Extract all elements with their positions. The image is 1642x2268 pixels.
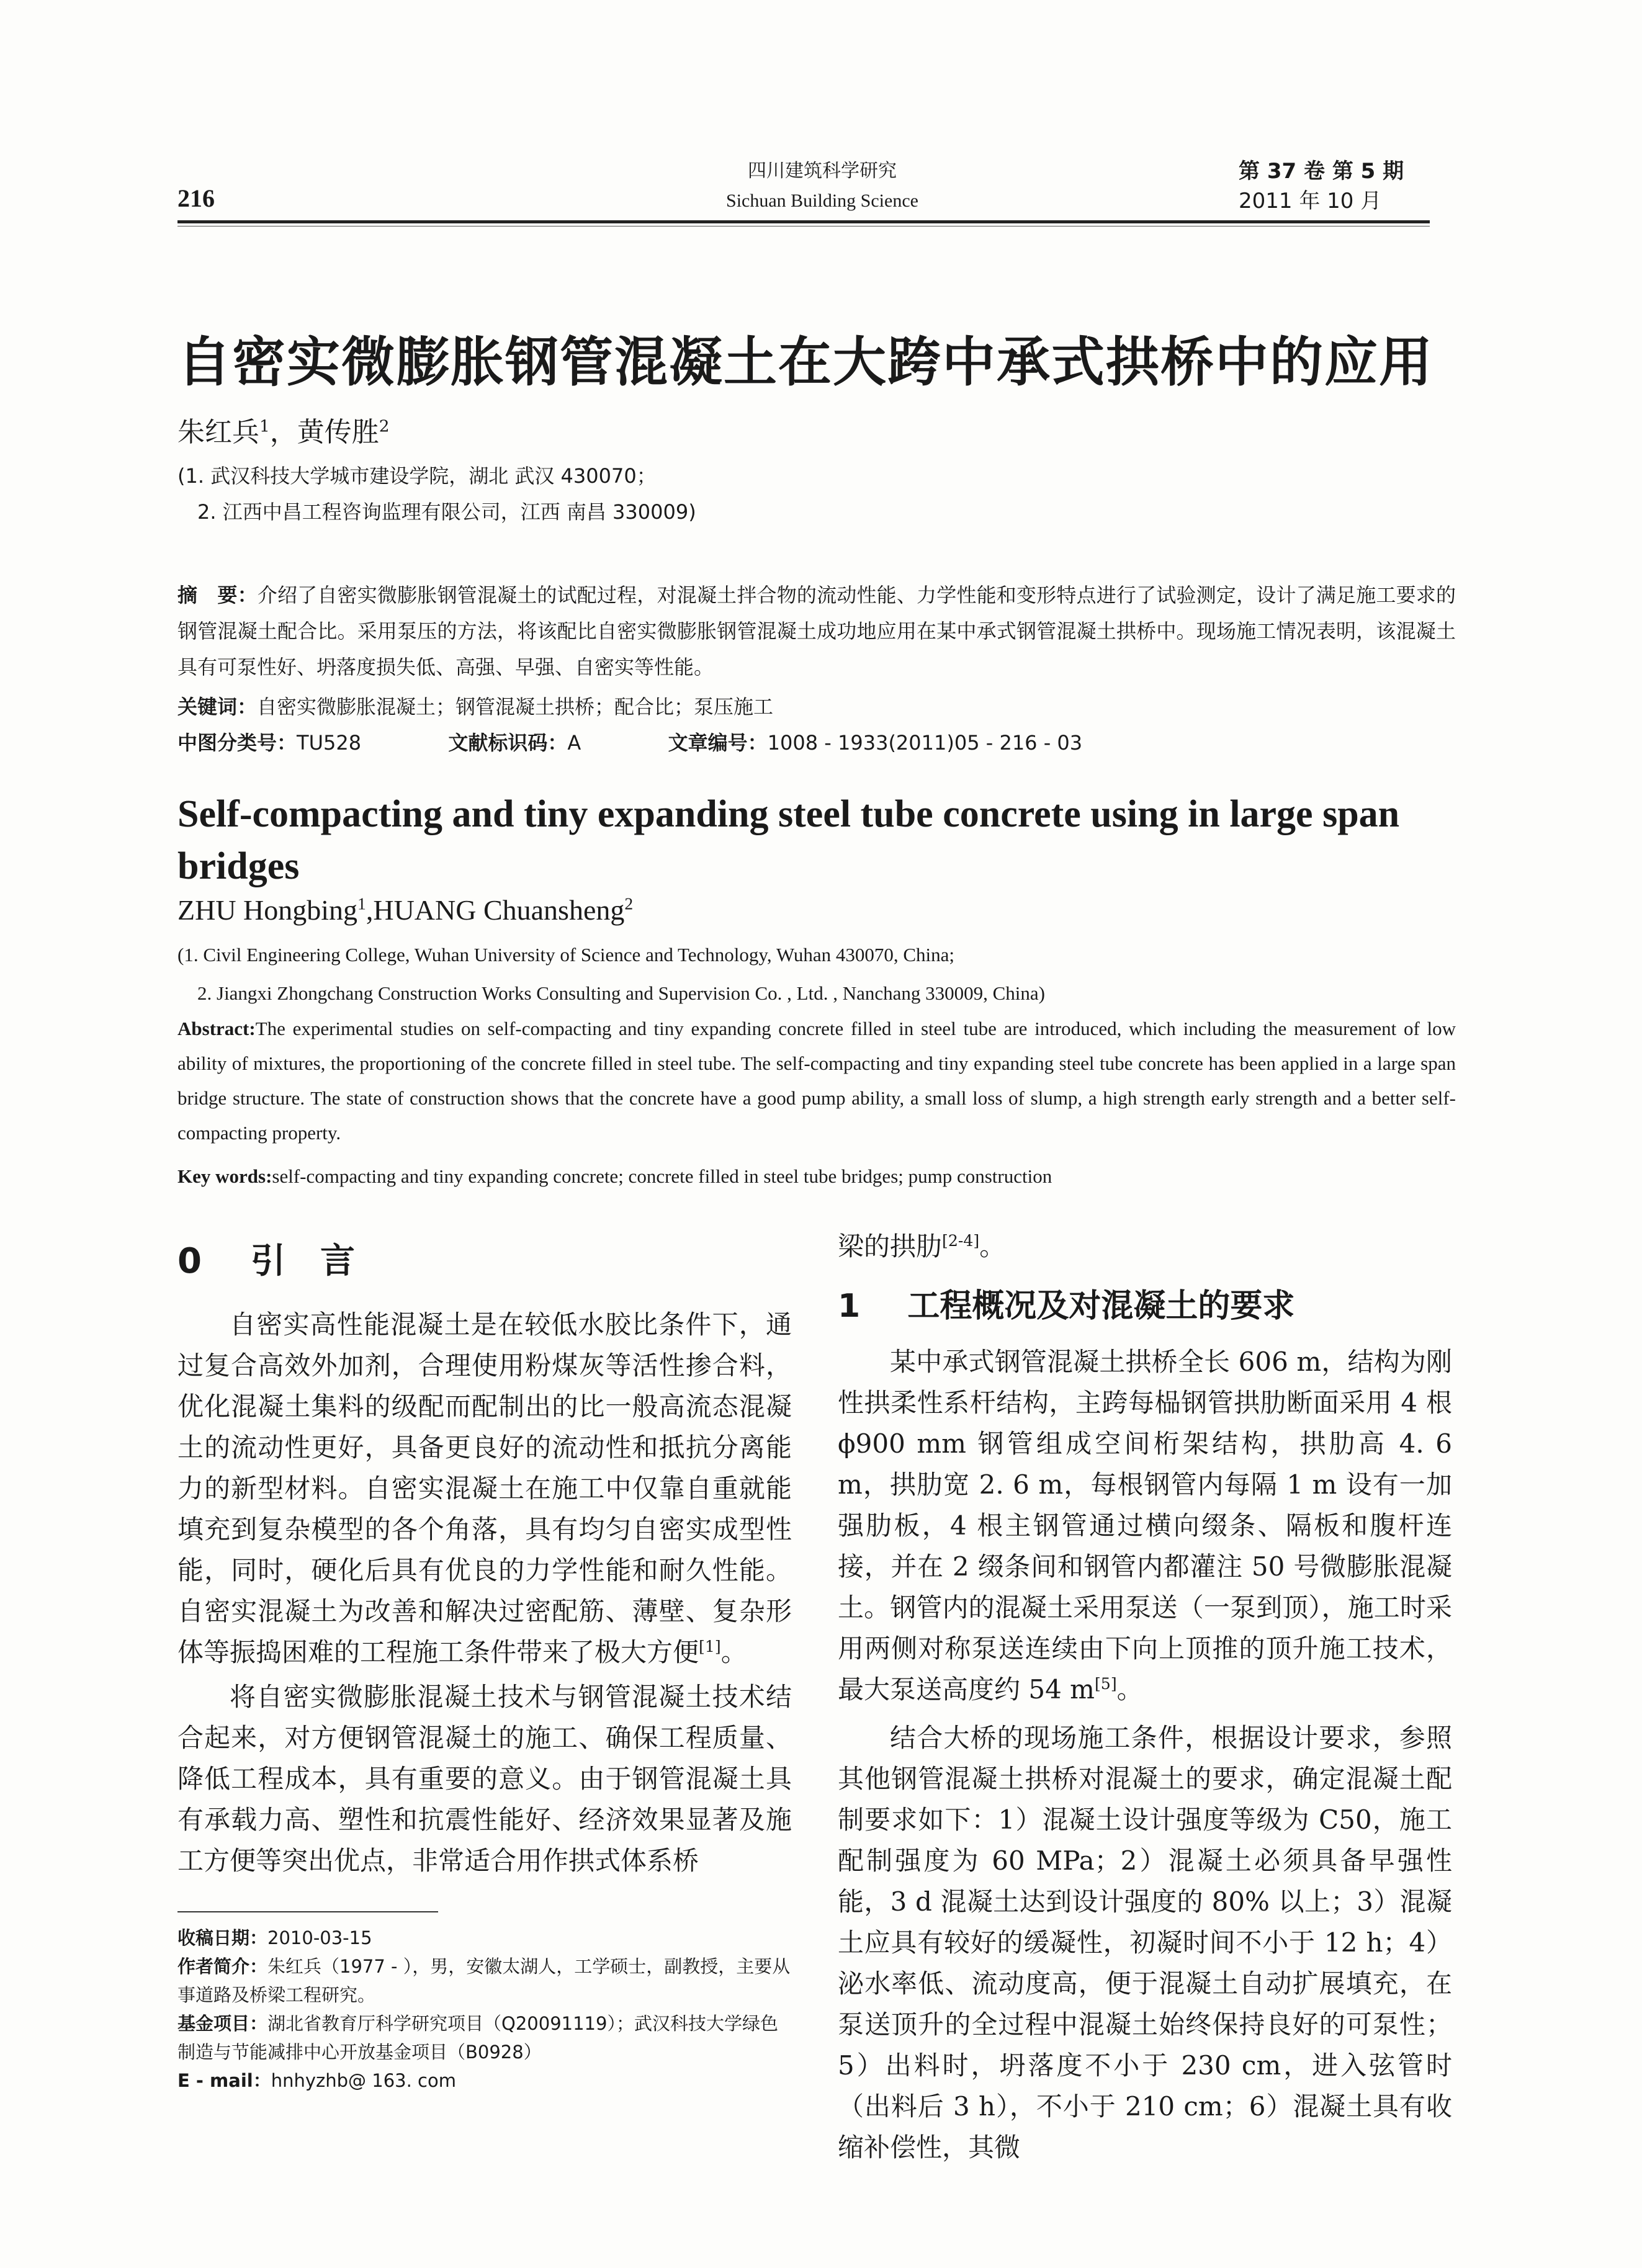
en-keywords — [177, 1159, 1456, 1194]
issue-date: 2011 年 10 月 — [1239, 189, 1382, 213]
cn-abstract — [177, 577, 1456, 685]
footnotes — [177, 1924, 792, 2095]
section-0-paragraph-1-end: 。 — [720, 1637, 747, 1667]
cn-abstract-text: 介绍了自密实微膨胀钢管混凝土的试配过程，对混凝土拌合物的流动性能、力学性能和变形特点进行了试验测定，设计了满足施工要求的钢管混凝土配合比。采用泵压的方法，将该配比自密实微膨胀钢管混凝土成功地应用在某中承式钢管混凝土拱桥中。现场施工情况表明，该混凝土具有可泵性好、坍落度损失低、高强、早强、自密实等性能。 — [177, 583, 1456, 679]
section-1-paragraph-1-end: 。 — [1116, 1674, 1143, 1705]
en-affiliation-2: 2. Jiangxi Zhongchang Construction Works Consulting and Supervision Co. , Ltd. , Nanchang 330009, China) — [197, 982, 1045, 1004]
body-column-left — [177, 1241, 792, 1881]
cn-author-1-sup: 1 — [259, 416, 270, 436]
cn-author-sep: ， — [269, 416, 297, 448]
cn-keywords-label: 关键词： — [177, 695, 258, 719]
body-column-right — [838, 1226, 1452, 2168]
en-abstract-label: Abstract: — [177, 1018, 256, 1039]
journal-name-cn: 四川建筑科学研究 — [748, 160, 897, 182]
clc-value: TU528 — [297, 731, 362, 755]
article-number-value: 1008 - 1933(2011)05 - 216 - 03 — [767, 731, 1083, 755]
email-address: hnhyzhb@ 163. com — [271, 2070, 456, 2091]
cn-classification-line — [177, 725, 1456, 761]
section-0-paragraph-1 — [177, 1304, 792, 1673]
volume-issue: 第 37 卷 第 5 期 — [1239, 159, 1404, 184]
cn-keywords-text: 自密实微膨胀混凝土；钢管混凝土拱桥；配合比；泵压施工 — [257, 695, 774, 719]
cn-author-1: 朱红兵 — [177, 416, 259, 448]
received-date: 2010-03-15 — [267, 1927, 372, 1948]
section-1-paragraph-1-text: 某中承式钢管混凝土拱桥全长 606 m，结构为刚性拱柔性系杆结构，主跨每榀钢管拱肋断面采用 4 根 ϕ900 mm 钢管组成空间桁架结构，拱肋高 4. 6 m，拱肋宽 2. 6 m，每根钢管内每隔 1 m 设有一加强肋板，4 根主钢管通过横向缀条、隔板和腹杆连接，并在 2 缀条间和钢管内都灌注 50 号微膨胀混凝土。钢管内的混凝土采用泵送（一泵到顶），施工时采用两侧对称泵送连续由下向上顶推的顶升施工技术，最大泵送高度约 54 m — [838, 1347, 1452, 1705]
en-abstract — [177, 1011, 1456, 1150]
en-author-sep: , — [366, 894, 374, 926]
doc-code-value: A — [567, 731, 581, 755]
en-author-2: HUANG Chuansheng — [373, 894, 625, 926]
section-0-paragraph-2-cont-text: 梁的拱肋 — [838, 1231, 943, 1262]
en-author-1: ZHU Hongbing — [177, 894, 358, 926]
section-1-heading — [838, 1286, 1452, 1327]
footnote-received — [177, 1924, 792, 1952]
section-0-paragraph-2-end: 。 — [979, 1231, 1006, 1262]
citation-5: [5] — [1094, 1675, 1117, 1693]
author-bio-label: 作者简介： — [177, 1956, 268, 1977]
section-1-paragraph-1 — [838, 1342, 1452, 1710]
page-number: 216 — [177, 184, 215, 212]
en-author-2-sup: 2 — [624, 894, 634, 913]
cn-abstract-label: 摘 要： — [177, 583, 258, 607]
section-1-number: 1 — [838, 1288, 861, 1325]
section-0-paragraph-2-continued — [838, 1226, 1452, 1267]
cn-affiliation-1: (1. 武汉科技大学城市建设学院，湖北 武汉 430070； — [177, 464, 657, 488]
cn-author-2-sup: 2 — [379, 416, 390, 436]
section-1-title: 工程概况及对混凝土的要求 — [907, 1288, 1295, 1325]
clc-label: 中图分类号： — [177, 731, 297, 755]
article-number-label: 文章编号： — [668, 731, 768, 755]
en-keywords-text: self-compacting and tiny expanding concrete; concrete filled in steel tube bridges; pump construction — [272, 1165, 1052, 1187]
en-abstract-text: The experimental studies on self-compacting and tiny expanding concrete filled in steel tube are introduced, which including the measurement of low ability of mixtures, the proportioning of the concrete filled in steel tube. The self-compacting and tiny expanding steel tube concrete has been applied in a large span bridge structure. The state of construction shows that the concrete have a good pump ability, a small loss of slump, a high strength early strength and a better self-compacting property. — [177, 1018, 1456, 1144]
issue-info — [1239, 156, 1404, 216]
en-keywords-label: Key words: — [177, 1165, 272, 1187]
en-authors — [177, 894, 633, 926]
section-0-heading — [177, 1241, 792, 1282]
cn-title: 自密实微膨胀钢管混凝土在大跨中承式拱桥中的应用 — [177, 331, 1433, 393]
section-0-paragraph-1-text: 自密实高性能混凝土是在较低水胶比条件下，通过复合高效外加剂，合理使用粉煤灰等活性掺合料，优化混凝土集料的级配而配制出的比一般高流态混凝土的流动性更好，具备更良好的流动性和抵抗分离能力的新型材料。自密实混凝土在施工中仅靠自重就能填充到复杂模型的各个角落，具有均匀自密实成型性能，同时，硬化后具有优良的力学性能和耐久性能。自密实混凝土为改善和解决过密配筋、薄壁、复杂形体等振捣困难的工程施工条件带来了极大方便 — [177, 1309, 792, 1667]
fund-label: 基金项目： — [177, 2013, 268, 2034]
cn-author-2: 黄传胜 — [297, 416, 379, 448]
journal-header — [621, 156, 1024, 216]
footnote-fund — [177, 2009, 792, 2066]
header-rule — [177, 220, 1430, 223]
doc-code-label: 文献标识码： — [448, 731, 568, 755]
en-author-1-sup: 1 — [357, 894, 366, 913]
author-bio: 朱红兵（1977 - ），男，安徽太湖人，工学硕士，副教授，主要从事道路及桥梁工程研究。 — [177, 1956, 791, 2006]
section-0-number: 0 — [177, 1241, 202, 1281]
citation-2-4: [2-4] — [942, 1232, 980, 1250]
cn-authors — [177, 410, 390, 449]
fund-text: 湖北省教育厅科学研究项目（Q20091119）；武汉科技大学绿色制造与节能减排中心开放基金项目（B0928） — [177, 2013, 778, 2063]
email-label: E - mail： — [177, 2070, 271, 2091]
section-1-paragraph-2: 结合大桥的现场施工条件，根据设计要求，参照其他钢管混凝土拱桥对混凝土的要求，确定混凝土配制要求如下：1）混凝土设计强度等级为 C50，施工配制强度为 60 MPa；2）混凝土必须具备早强性能，3 d 混凝土达到设计强度的 80% 以上；3）混凝土应具有较好的缓凝性，初凝时间不小于 12 h；4）泌水率低、流动度高，便于混凝土自动扩展填充，在泵送顶升的全过程中混凝土始终保持良好的可泵性；5）出料时，坍落度不小于 230 cm，进入弦管时（出料后 3 h），不小于 210 cm；6）混凝土具有收缩补偿性，其微 — [838, 1723, 1452, 2163]
section-0-paragraph-2: 将自密实微膨胀混凝土技术与钢管混凝土技术结合起来，对方便钢管混凝土的施工、确保工程质量、降低工程成本，具有重要的意义。由于钢管混凝土具有承载力高、塑性和抗震性能好、经济效果显著及施工方便等突出优点，非常适合用作拱式体系桥 — [177, 1682, 792, 1876]
en-affiliation-1: (1. Civil Engineering College, Wuhan University of Science and Technology, Wuhan 430070, China; — [177, 944, 955, 966]
footnote-email — [177, 2066, 792, 2095]
section-0-title: 引 言 — [250, 1241, 355, 1281]
received-label: 收稿日期： — [177, 1927, 268, 1948]
footnote-author — [177, 1952, 792, 2009]
cn-affiliation-2: 2. 江西中昌工程咨询监理有限公司，江西 南昌 330009) — [197, 500, 696, 524]
footnote-rule — [177, 1911, 438, 1912]
citation-1: [1] — [699, 1638, 721, 1656]
cn-keywords — [177, 689, 1456, 725]
journal-name-en: Sichuan Building Science — [726, 190, 918, 211]
en-title: Self-compacting and tiny expanding steel tube concrete using in large span bridges — [177, 793, 1400, 887]
